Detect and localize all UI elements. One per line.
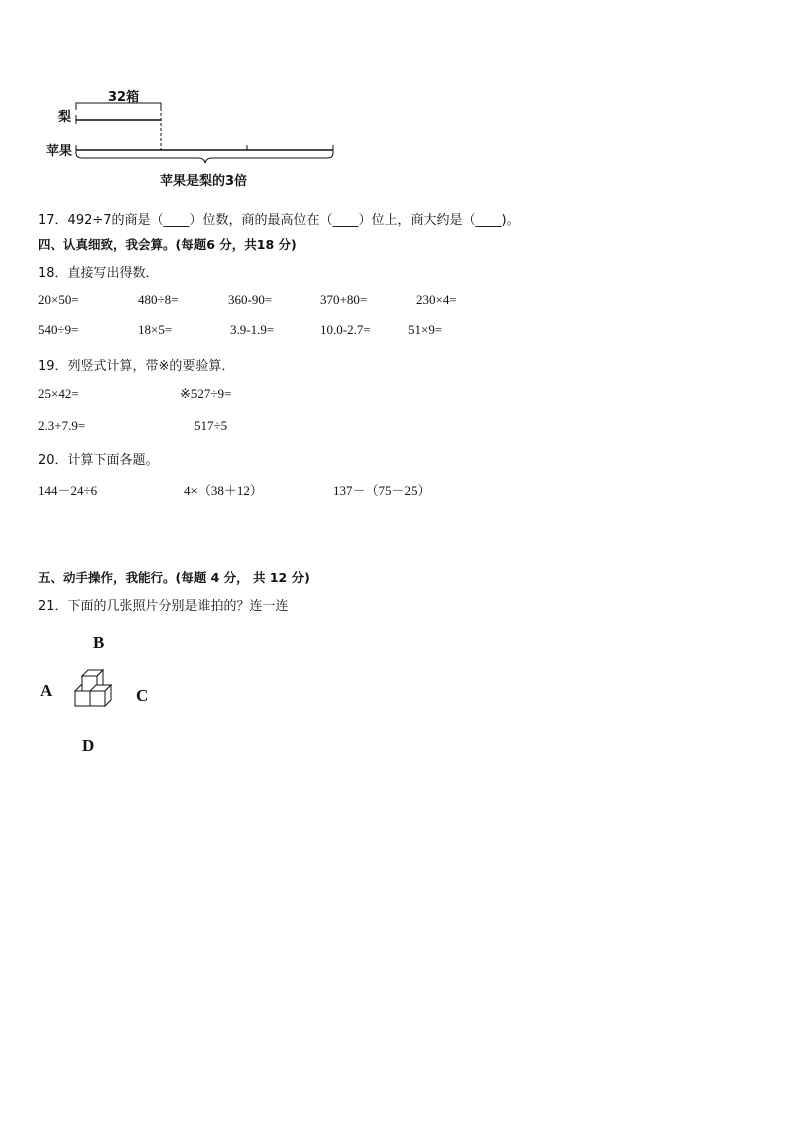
diagram-pear-label: 梨 bbox=[58, 110, 72, 125]
apple-brace bbox=[76, 153, 333, 163]
calc-item: 144－24÷6 bbox=[38, 483, 98, 498]
calc-item: 20×50= bbox=[38, 292, 79, 307]
cube-front-left bbox=[75, 691, 90, 706]
calc-item: 517÷5 bbox=[194, 418, 228, 433]
calc-item: 2.3+7.9= bbox=[38, 418, 86, 433]
question-18-title: 18．直接写出得数． bbox=[38, 266, 159, 281]
question-20-title: 20．计算下面各题。 bbox=[38, 453, 159, 468]
cube-front-right bbox=[90, 691, 105, 706]
calc-item: 51×9= bbox=[408, 322, 443, 337]
calc-item: 370+80= bbox=[320, 292, 368, 307]
calc-item: 230×4= bbox=[416, 292, 457, 307]
view-label-c: C bbox=[136, 686, 149, 705]
section-4-heading: 四、认真细致，我会算。(每题6 分，共18 分) bbox=[38, 237, 297, 252]
calc-item: 480÷8= bbox=[138, 292, 179, 307]
calc-item: 137－（75－25） bbox=[333, 483, 431, 498]
question-19-title: 19．列竖式计算，带※的要验算． bbox=[38, 359, 235, 374]
question-17: 17．492÷7的商是（____）位数，商的最高位在（____）位上，商大约是（____)。 bbox=[38, 213, 520, 228]
calc-item: 25×42= bbox=[38, 386, 79, 401]
diagram-lines bbox=[0, 0, 794, 200]
calc-item: ※527÷9= bbox=[180, 386, 232, 401]
cube-left-top bbox=[75, 684, 82, 691]
pear-brace bbox=[76, 103, 161, 110]
calc-item: 360-90= bbox=[228, 292, 273, 307]
question-21-title: 21．下面的几张照片分别是谁拍的？连一连 bbox=[38, 599, 289, 614]
calc-item: 3.9-1.9= bbox=[230, 322, 275, 337]
diagram-bottom-label: 苹果是梨的3倍 bbox=[160, 174, 248, 189]
diagram-top-label: 32箱 bbox=[108, 90, 140, 105]
view-label-d: D bbox=[82, 736, 95, 755]
calc-item: 18×5= bbox=[138, 322, 173, 337]
view-label-b: B bbox=[93, 633, 105, 652]
calc-item: 540÷9= bbox=[38, 322, 79, 337]
view-label-a: A bbox=[40, 681, 53, 700]
diagram-apple-label: 苹果 bbox=[46, 144, 73, 159]
cube-stack-figure bbox=[68, 668, 128, 728]
section-5-heading: 五、动手操作，我能行。(每题 4 分， 共 12 分) bbox=[38, 570, 310, 585]
calc-item: 4×（38＋12） bbox=[184, 483, 263, 498]
calc-item: 10.0-2.7= bbox=[320, 322, 371, 337]
